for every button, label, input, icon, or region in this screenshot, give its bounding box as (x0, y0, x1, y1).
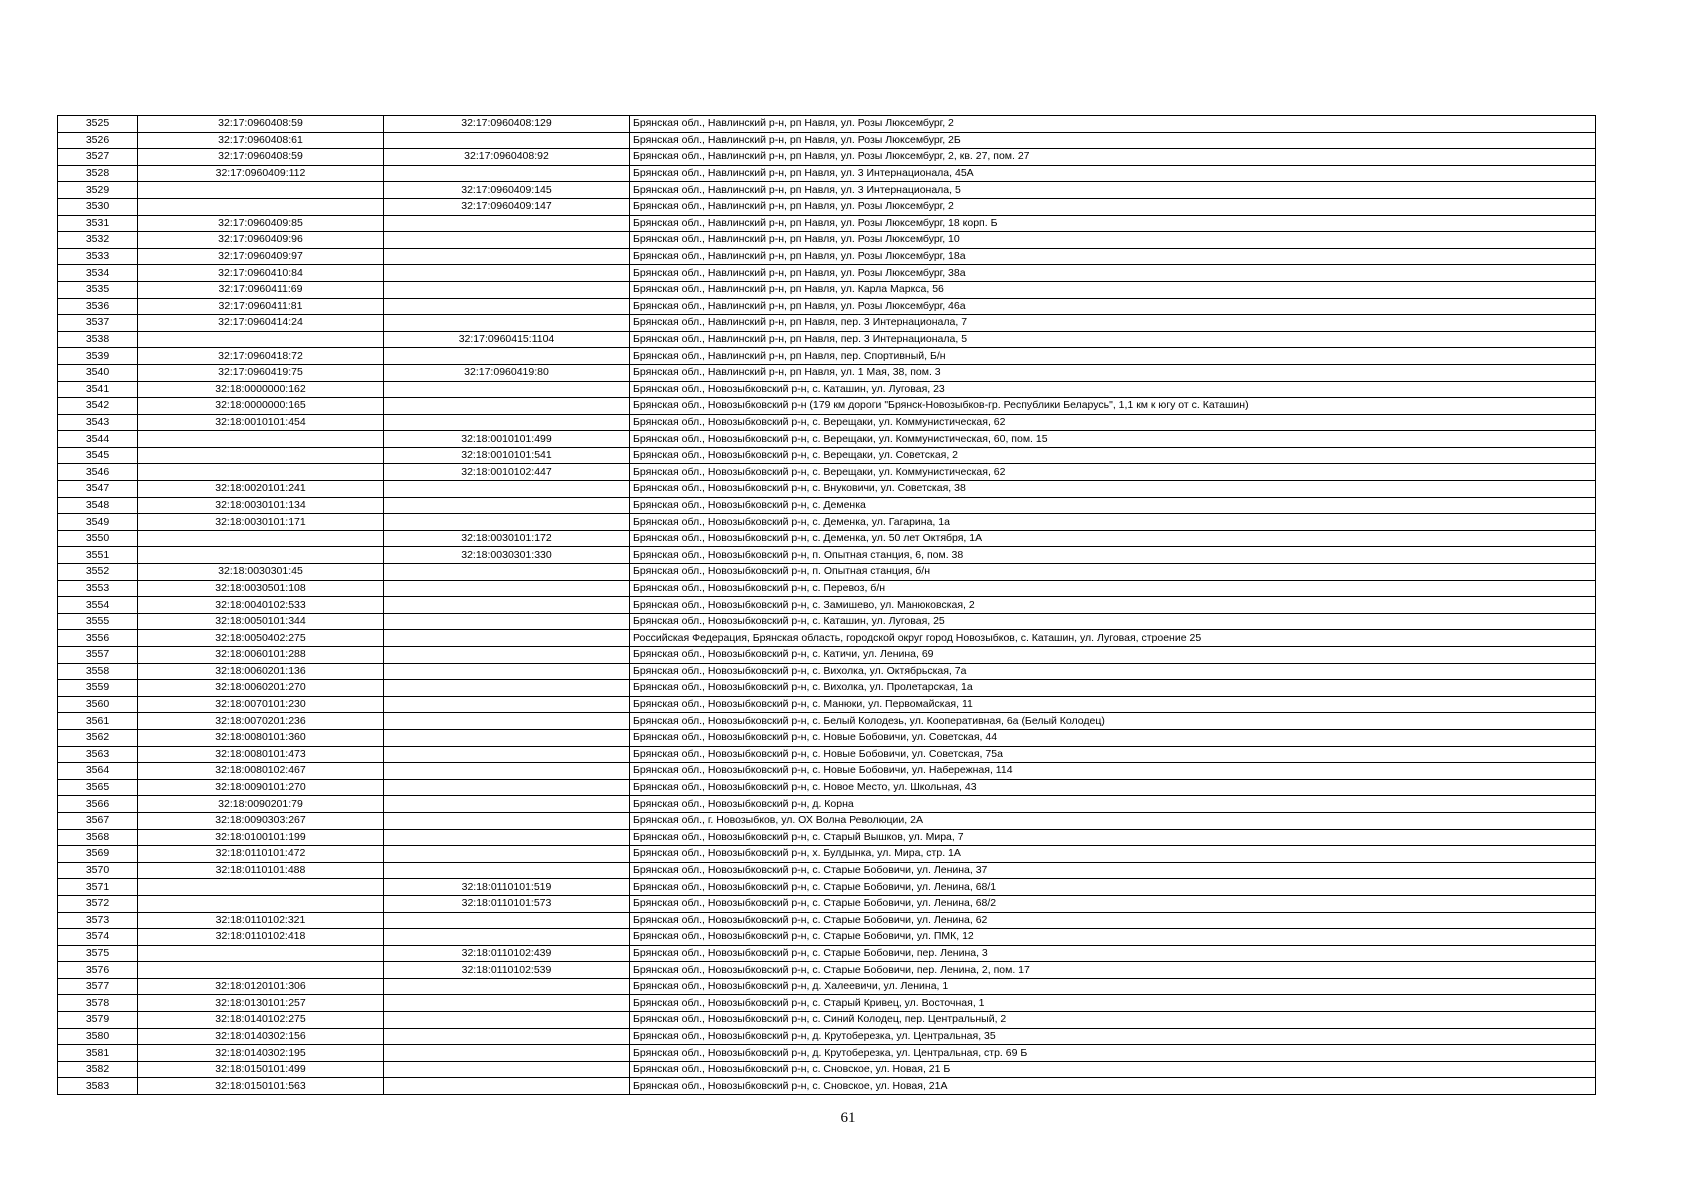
cadastral-number-2-cell: 32:17:0960409:145 (384, 182, 630, 199)
address-cell: Брянская обл., Новозыбковский р-н, с. Верещаки, ул. Советская, 2 (630, 447, 1596, 464)
address-cell: Брянская обл., Новозыбковский р-н, х. Булдынка, ул. Мира, стр. 1А (630, 846, 1596, 863)
cadastral-number-1-cell: 32:18:0080101:360 (138, 729, 384, 746)
cadastral-number-1-cell: 32:18:0060101:288 (138, 647, 384, 664)
row-number-cell: 3573 (58, 912, 138, 929)
address-cell: Брянская обл., г. Новозыбков, ул. ОХ Волна Революции, 2А (630, 812, 1596, 829)
address-cell: Брянская обл., Новозыбковский р-н, с. Новые Бобовичи, ул. Советская, 44 (630, 729, 1596, 746)
address-cell: Брянская обл., Новозыбковский р-н, с. Внуковичи, ул. Советская, 38 (630, 481, 1596, 498)
table-row (58, 215, 1596, 232)
table-row (58, 746, 1596, 763)
table-row (58, 647, 1596, 664)
row-number-cell: 3538 (58, 331, 138, 348)
cadastral-number-1-cell: 32:18:0140302:156 (138, 1028, 384, 1045)
row-number-cell: 3552 (58, 564, 138, 581)
address-cell: Брянская обл., Навлинский р-н, рп Навля, ул. 3 Интернационала, 45А (630, 165, 1596, 182)
table-row (58, 929, 1596, 946)
row-number-cell: 3539 (58, 348, 138, 365)
cadastral-number-1-cell: 32:18:0070101:230 (138, 696, 384, 713)
cadastral-number-2-cell (384, 663, 630, 680)
table-row (58, 630, 1596, 647)
table-row (58, 364, 1596, 381)
cadastral-number-1-cell: 32:18:0070201:236 (138, 713, 384, 730)
address-cell: Брянская обл., Новозыбковский р-н, с. Верещаки, ул. Коммунистическая, 62 (630, 464, 1596, 481)
address-cell: Брянская обл., Новозыбковский р-н, с. Каташин, ул. Луговая, 23 (630, 381, 1596, 398)
table-row (58, 1045, 1596, 1062)
cadastral-number-2-cell (384, 132, 630, 149)
cadastral-number-2-cell (384, 779, 630, 796)
cadastral-number-2-cell (384, 796, 630, 813)
table-row (58, 945, 1596, 962)
row-number-cell: 3540 (58, 364, 138, 381)
address-cell: Брянская обл., Новозыбковский р-н, с. Сновское, ул. Новая, 21 Б (630, 1061, 1596, 1078)
cadastral-number-1-cell: 32:17:0960409:112 (138, 165, 384, 182)
cadastral-number-1-cell: 32:18:0060201:136 (138, 663, 384, 680)
table-row (58, 149, 1596, 166)
row-number-cell: 3569 (58, 846, 138, 863)
cadastral-number-2-cell (384, 281, 630, 298)
address-cell: Брянская обл., Новозыбковский р-н, п. Опытная станция, б/н (630, 564, 1596, 581)
cadastral-number-1-cell: 32:17:0960411:69 (138, 281, 384, 298)
address-cell: Брянская обл., Новозыбковский р-н, п. Опытная станция, 6, пом. 38 (630, 547, 1596, 564)
address-cell: Брянская обл., Навлинский р-н, рп Навля, пер. Спортивный, Б/н (630, 348, 1596, 365)
row-number-cell: 3529 (58, 182, 138, 199)
row-number-cell: 3556 (58, 630, 138, 647)
cadastral-number-1-cell: 32:18:0090101:270 (138, 779, 384, 796)
table-row (58, 680, 1596, 697)
table-row (58, 895, 1596, 912)
row-number-cell: 3536 (58, 298, 138, 315)
address-cell: Брянская обл., Навлинский р-н, рп Навля, ул. Розы Люксембург, 10 (630, 232, 1596, 249)
cadastral-number-2-cell (384, 497, 630, 514)
table-row (58, 1028, 1596, 1045)
address-cell: Брянская обл., Новозыбковский р-н, д. Крутоберезка, ул. Центральная, 35 (630, 1028, 1596, 1045)
cadastral-number-1-cell: 32:18:0030501:108 (138, 580, 384, 597)
cadastral-number-1-cell (138, 962, 384, 979)
cadastral-number-1-cell: 32:17:0960409:85 (138, 215, 384, 232)
table-row (58, 248, 1596, 265)
cadastral-number-1-cell: 32:18:0000000:165 (138, 398, 384, 415)
address-cell: Брянская обл., Навлинский р-н, рп Навля, ул. Розы Люксембург, 18а (630, 248, 1596, 265)
row-number-cell: 3557 (58, 647, 138, 664)
address-cell: Брянская обл., Новозыбковский р-н, с. Старые Бобовичи, ул. Ленина, 62 (630, 912, 1596, 929)
address-cell: Брянская обл., Навлинский р-н, рп Навля, ул. Карла Маркса, 56 (630, 281, 1596, 298)
cadastral-number-2-cell (384, 315, 630, 332)
table-row (58, 1061, 1596, 1078)
row-number-cell: 3582 (58, 1061, 138, 1078)
cadastral-number-1-cell: 32:17:0960411:81 (138, 298, 384, 315)
cadastral-number-2-cell (384, 729, 630, 746)
cadastral-number-1-cell: 32:18:0140102:275 (138, 1012, 384, 1029)
cadastral-number-2-cell: 32:17:0960415:1104 (384, 331, 630, 348)
table-row (58, 431, 1596, 448)
table-row (58, 962, 1596, 979)
cadastral-number-1-cell: 32:17:0960410:84 (138, 265, 384, 282)
table-row (58, 862, 1596, 879)
cadastral-number-1-cell: 32:17:0960408:59 (138, 149, 384, 166)
cadastral-number-2-cell (384, 846, 630, 863)
table-row (58, 381, 1596, 398)
row-number-cell: 3532 (58, 232, 138, 249)
address-cell: Брянская обл., Новозыбковский р-н, с. Перевоз, б/н (630, 580, 1596, 597)
address-cell: Брянская обл., Навлинский р-н, рп Навля, ул. Розы Люксембург, 2, кв. 27, пом. 27 (630, 149, 1596, 166)
cadastral-number-1-cell: 32:18:0110102:418 (138, 929, 384, 946)
cadastral-number-2-cell (384, 232, 630, 249)
cadastral-number-1-cell (138, 547, 384, 564)
table-row (58, 497, 1596, 514)
table-row (58, 165, 1596, 182)
table-row (58, 315, 1596, 332)
cadastral-number-1-cell (138, 895, 384, 912)
address-cell: Российская Федерация, Брянская область, городской округ город Новозыбков, с. Каташин, ул. Луговая, строение 25 (630, 630, 1596, 647)
table-row (58, 232, 1596, 249)
row-number-cell: 3548 (58, 497, 138, 514)
row-number-cell: 3577 (58, 978, 138, 995)
table-row (58, 116, 1596, 133)
address-cell: Брянская обл., Новозыбковский р-н, с. Манюки, ул. Первомайская, 11 (630, 696, 1596, 713)
row-number-cell: 3575 (58, 945, 138, 962)
row-number-cell: 3560 (58, 696, 138, 713)
cadastral-number-2-cell: 32:17:0960408:129 (384, 116, 630, 133)
cadastral-number-1-cell (138, 464, 384, 481)
table-row (58, 912, 1596, 929)
address-cell: Брянская обл., Навлинский р-н, рп Навля, ул. Розы Люксембург, 38а (630, 265, 1596, 282)
address-cell: Брянская обл., Новозыбковский р-н, с. Новые Бобовичи, ул. Советская, 75а (630, 746, 1596, 763)
cadastral-number-1-cell: 32:17:0960408:59 (138, 116, 384, 133)
address-cell: Брянская обл., Новозыбковский р-н, с. Замишево, ул. Манюковская, 2 (630, 597, 1596, 614)
cadastral-number-1-cell: 32:18:0030101:134 (138, 497, 384, 514)
table-row (58, 663, 1596, 680)
table-row (58, 696, 1596, 713)
row-number-cell: 3581 (58, 1045, 138, 1062)
row-number-cell: 3546 (58, 464, 138, 481)
cadastral-number-1-cell (138, 182, 384, 199)
address-cell: Брянская обл., Новозыбковский р-н, с. Сновское, ул. Новая, 21А (630, 1078, 1596, 1095)
address-cell: Брянская обл., Новозыбковский р-н, с. Старые Бобовичи, пер. Ленина, 2, пом. 17 (630, 962, 1596, 979)
cadastral-number-1-cell: 32:18:0130101:257 (138, 995, 384, 1012)
cadastral-number-1-cell: 32:18:0000000:162 (138, 381, 384, 398)
cadastral-number-2-cell (384, 862, 630, 879)
cadastral-number-1-cell: 32:18:0080101:473 (138, 746, 384, 763)
row-number-cell: 3551 (58, 547, 138, 564)
cadastral-number-1-cell: 32:18:0120101:306 (138, 978, 384, 995)
address-cell: Брянская обл., Новозыбковский р-н, с. Старые Бобовичи, ул. Ленина, 68/1 (630, 879, 1596, 896)
row-number-cell: 3555 (58, 613, 138, 630)
row-number-cell: 3550 (58, 530, 138, 547)
row-number-cell: 3561 (58, 713, 138, 730)
cadastral-number-1-cell: 32:18:0080102:467 (138, 763, 384, 780)
table-row (58, 514, 1596, 531)
cadastral-number-2-cell (384, 215, 630, 232)
cadastral-number-2-cell (384, 829, 630, 846)
cadastral-number-2-cell: 32:18:0110101:519 (384, 879, 630, 896)
cadastral-number-2-cell (384, 165, 630, 182)
table-row (58, 298, 1596, 315)
cadastral-number-1-cell: 32:17:0960408:61 (138, 132, 384, 149)
cadastral-number-2-cell: 32:17:0960409:147 (384, 198, 630, 215)
cadastral-number-2-cell (384, 481, 630, 498)
address-cell: Брянская обл., Новозыбковский р-н, с. Деменка, ул. 50 лет Октября, 1А (630, 530, 1596, 547)
table-row (58, 597, 1596, 614)
row-number-cell: 3531 (58, 215, 138, 232)
address-cell: Брянская обл., Новозыбковский р-н, с. Вихолка, ул. Пролетарская, 1а (630, 680, 1596, 697)
address-cell: Брянская обл., Навлинский р-н, рп Навля, ул. 3 Интернационала, 5 (630, 182, 1596, 199)
address-cell: Брянская обл., Навлинский р-н, рп Навля, пер. 3 Интернационала, 7 (630, 315, 1596, 332)
cadastral-number-2-cell (384, 1061, 630, 1078)
cadastral-number-1-cell: 32:18:0090201:79 (138, 796, 384, 813)
cadastral-number-2-cell (384, 929, 630, 946)
cadastral-number-2-cell: 32:17:0960408:92 (384, 149, 630, 166)
address-cell: Брянская обл., Новозыбковский р-н, с. Старые Бобовичи, ул. Ленина, 68/2 (630, 895, 1596, 912)
address-cell: Брянская обл., Навлинский р-н, рп Навля, ул. Розы Люксембург, 2 (630, 198, 1596, 215)
table-row (58, 613, 1596, 630)
cadastral-number-2-cell (384, 298, 630, 315)
row-number-cell: 3562 (58, 729, 138, 746)
address-cell: Брянская обл., Новозыбковский р-н, с. Катичи, ул. Ленина, 69 (630, 647, 1596, 664)
cadastral-number-1-cell: 32:18:0110101:472 (138, 846, 384, 863)
address-cell: Брянская обл., Навлинский р-н, рп Навля, ул. Розы Люксембург, 2Б (630, 132, 1596, 149)
row-number-cell: 3549 (58, 514, 138, 531)
row-number-cell: 3567 (58, 812, 138, 829)
table-row (58, 398, 1596, 415)
cadastral-number-1-cell: 32:17:0960409:96 (138, 232, 384, 249)
cadastral-number-2-cell (384, 812, 630, 829)
address-cell: Брянская обл., Новозыбковский р-н, с. Деменка (630, 497, 1596, 514)
row-number-cell: 3534 (58, 265, 138, 282)
row-number-cell: 3574 (58, 929, 138, 946)
address-cell: Брянская обл., Новозыбковский р-н, с. Верещаки, ул. Коммунистическая, 60, пом. 15 (630, 431, 1596, 448)
row-number-cell: 3543 (58, 414, 138, 431)
cadastral-number-2-cell (384, 1028, 630, 1045)
table-row (58, 348, 1596, 365)
cadastral-number-1-cell (138, 945, 384, 962)
table-row (58, 547, 1596, 564)
address-cell: Брянская обл., Навлинский р-н, рп Навля, пер. 3 Интернационала, 5 (630, 331, 1596, 348)
cadastral-number-1-cell: 32:18:0060201:270 (138, 680, 384, 697)
address-cell: Брянская обл., Новозыбковский р-н, д. Крутоберезка, ул. Центральная, стр. 69 Б (630, 1045, 1596, 1062)
table-row (58, 481, 1596, 498)
cadastral-number-2-cell (384, 398, 630, 415)
cadastral-number-2-cell (384, 912, 630, 929)
cadastral-number-1-cell: 32:18:0090303:267 (138, 812, 384, 829)
row-number-cell: 3564 (58, 763, 138, 780)
cadastral-number-2-cell (384, 613, 630, 630)
row-number-cell: 3537 (58, 315, 138, 332)
row-number-cell: 3528 (58, 165, 138, 182)
address-cell: Брянская обл., Новозыбковский р-н, с. Старый Вышков, ул. Мира, 7 (630, 829, 1596, 846)
cadastral-number-2-cell (384, 514, 630, 531)
cadastral-number-2-cell: 32:17:0960419:80 (384, 364, 630, 381)
cadastral-number-2-cell (384, 381, 630, 398)
cadastral-number-2-cell (384, 696, 630, 713)
address-cell: Брянская обл., Новозыбковский р-н, с. Синий Колодец, пер. Центральный, 2 (630, 1012, 1596, 1029)
cadastral-number-1-cell (138, 447, 384, 464)
row-number-cell: 3530 (58, 198, 138, 215)
cadastral-number-2-cell: 32:18:0110101:573 (384, 895, 630, 912)
cadastral-number-2-cell (384, 995, 630, 1012)
row-number-cell: 3570 (58, 862, 138, 879)
cadastral-number-2-cell: 32:18:0010101:541 (384, 447, 630, 464)
address-cell: Брянская обл., Навлинский р-н, рп Навля, ул. 1 Мая, 38, пом. 3 (630, 364, 1596, 381)
table-row (58, 812, 1596, 829)
page-number: 61 (840, 1110, 856, 1126)
cadastral-number-2-cell (384, 978, 630, 995)
cadastral-number-1-cell: 32:18:0050402:275 (138, 630, 384, 647)
row-number-cell: 3525 (58, 116, 138, 133)
registry-table-body (58, 116, 1596, 1095)
cadastral-number-2-cell (384, 248, 630, 265)
row-number-cell: 3541 (58, 381, 138, 398)
row-number-cell: 3526 (58, 132, 138, 149)
row-number-cell: 3545 (58, 447, 138, 464)
cadastral-number-2-cell (384, 763, 630, 780)
address-cell: Брянская обл., Новозыбковский р-н (179 км дороги "Брянск-Новозыбков-гр. Республики Беларусь", 1,1 км к югу от с. Каташин) (630, 398, 1596, 415)
table-row (58, 530, 1596, 547)
address-cell: Брянская обл., Навлинский р-н, рп Навля, ул. Розы Люксембург, 18 корп. Б (630, 215, 1596, 232)
row-number-cell: 3527 (58, 149, 138, 166)
table-row (58, 978, 1596, 995)
cadastral-number-2-cell (384, 713, 630, 730)
cadastral-number-1-cell: 32:18:0110102:321 (138, 912, 384, 929)
cadastral-number-1-cell: 32:18:0040102:533 (138, 597, 384, 614)
row-number-cell: 3579 (58, 1012, 138, 1029)
cadastral-number-2-cell (384, 746, 630, 763)
row-number-cell: 3565 (58, 779, 138, 796)
cadastral-number-2-cell: 32:18:0110102:439 (384, 945, 630, 962)
cadastral-number-1-cell: 32:18:0020101:241 (138, 481, 384, 498)
address-cell: Брянская обл., Новозыбковский р-н, д. Халеевичи, ул. Ленина, 1 (630, 978, 1596, 995)
table-row (58, 846, 1596, 863)
row-number-cell: 3583 (58, 1078, 138, 1095)
table-row (58, 331, 1596, 348)
cadastral-number-1-cell: 32:17:0960409:97 (138, 248, 384, 265)
cadastral-number-1-cell (138, 198, 384, 215)
row-number-cell: 3558 (58, 663, 138, 680)
table-row (58, 729, 1596, 746)
table-row (58, 829, 1596, 846)
address-cell: Брянская обл., Новозыбковский р-н, с. Каташин, ул. Луговая, 25 (630, 613, 1596, 630)
address-cell: Брянская обл., Новозыбковский р-н, с. Старые Бобовичи, ул. ПМК, 12 (630, 929, 1596, 946)
cadastral-number-2-cell (384, 680, 630, 697)
cadastral-number-1-cell: 32:17:0960418:72 (138, 348, 384, 365)
address-cell: Брянская обл., Новозыбковский р-н, с. Старый Кривец, ул. Восточная, 1 (630, 995, 1596, 1012)
table-row (58, 713, 1596, 730)
cadastral-number-2-cell (384, 580, 630, 597)
address-cell: Брянская обл., Новозыбковский р-н, с. Новые Бобовичи, ул. Набережная, 114 (630, 763, 1596, 780)
table-row (58, 414, 1596, 431)
table-row (58, 447, 1596, 464)
row-number-cell: 3563 (58, 746, 138, 763)
row-number-cell: 3571 (58, 879, 138, 896)
cadastral-number-1-cell: 32:18:0110101:488 (138, 862, 384, 879)
cadastral-number-1-cell: 32:18:0030301:45 (138, 564, 384, 581)
cadastral-number-1-cell: 32:18:0030101:171 (138, 514, 384, 531)
cadastral-number-2-cell: 32:18:0010101:499 (384, 431, 630, 448)
cadastral-number-2-cell (384, 414, 630, 431)
table-row (58, 464, 1596, 481)
table-row (58, 1012, 1596, 1029)
table-row (58, 132, 1596, 149)
row-number-cell: 3535 (58, 281, 138, 298)
table-row (58, 763, 1596, 780)
table-row (58, 281, 1596, 298)
cadastral-number-2-cell (384, 1012, 630, 1029)
cadastral-number-2-cell (384, 1045, 630, 1062)
cadastral-number-2-cell: 32:18:0030101:172 (384, 530, 630, 547)
row-number-cell: 3568 (58, 829, 138, 846)
cadastral-number-1-cell: 32:17:0960419:75 (138, 364, 384, 381)
cadastral-number-2-cell: 32:18:0010102:447 (384, 464, 630, 481)
cadastral-number-2-cell (384, 597, 630, 614)
cadastral-number-1-cell (138, 879, 384, 896)
row-number-cell: 3578 (58, 995, 138, 1012)
address-cell: Брянская обл., Новозыбковский р-н, с. Белый Колодезь, ул. Кооперативная, 6а (Белый Колодец) (630, 713, 1596, 730)
row-number-cell: 3572 (58, 895, 138, 912)
registry-table (57, 115, 1596, 1095)
cadastral-number-1-cell (138, 331, 384, 348)
table-row (58, 1078, 1596, 1095)
row-number-cell: 3553 (58, 580, 138, 597)
address-cell: Брянская обл., Навлинский р-н, рп Навля, ул. Розы Люксембург, 46а (630, 298, 1596, 315)
cadastral-number-1-cell: 32:18:0050101:344 (138, 613, 384, 630)
table-row (58, 879, 1596, 896)
row-number-cell: 3542 (58, 398, 138, 415)
cadastral-number-2-cell (384, 265, 630, 282)
address-cell: Брянская обл., Новозыбковский р-н, с. Деменка, ул. Гагарина, 1а (630, 514, 1596, 531)
row-number-cell: 3566 (58, 796, 138, 813)
cadastral-number-1-cell (138, 431, 384, 448)
cadastral-number-2-cell: 32:18:0030301:330 (384, 547, 630, 564)
cadastral-number-2-cell (384, 564, 630, 581)
address-cell: Брянская обл., Навлинский р-н, рп Навля, ул. Розы Люксембург, 2 (630, 116, 1596, 133)
table-row (58, 796, 1596, 813)
address-cell: Брянская обл., Новозыбковский р-н, с. Верещаки, ул. Коммунистическая, 62 (630, 414, 1596, 431)
row-number-cell: 3559 (58, 680, 138, 697)
row-number-cell: 3580 (58, 1028, 138, 1045)
cadastral-number-1-cell: 32:18:0140302:195 (138, 1045, 384, 1062)
table-row (58, 198, 1596, 215)
address-cell: Брянская обл., Новозыбковский р-н, с. Вихолка, ул. Октябрьская, 7а (630, 663, 1596, 680)
address-cell: Брянская обл., Новозыбковский р-н, с. Новое Место, ул. Школьная, 43 (630, 779, 1596, 796)
cadastral-number-1-cell: 32:18:0150101:563 (138, 1078, 384, 1095)
table-row (58, 779, 1596, 796)
cadastral-number-2-cell (384, 1078, 630, 1095)
cadastral-number-1-cell (138, 530, 384, 547)
row-number-cell: 3533 (58, 248, 138, 265)
table-row (58, 580, 1596, 597)
table-row (58, 995, 1596, 1012)
row-number-cell: 3576 (58, 962, 138, 979)
address-cell: Брянская обл., Новозыбковский р-н, с. Старые Бобовичи, ул. Ленина, 37 (630, 862, 1596, 879)
address-cell: Брянская обл., Новозыбковский р-н, д. Корна (630, 796, 1596, 813)
address-cell: Брянская обл., Новозыбковский р-н, с. Старые Бобовичи, пер. Ленина, 3 (630, 945, 1596, 962)
cadastral-number-2-cell (384, 630, 630, 647)
row-number-cell: 3544 (58, 431, 138, 448)
row-number-cell: 3554 (58, 597, 138, 614)
cadastral-number-1-cell: 32:17:0960414:24 (138, 315, 384, 332)
row-number-cell: 3547 (58, 481, 138, 498)
cadastral-number-1-cell: 32:18:0100101:199 (138, 829, 384, 846)
table-row (58, 182, 1596, 199)
table-row (58, 564, 1596, 581)
cadastral-number-2-cell (384, 348, 630, 365)
cadastral-number-1-cell: 32:18:0150101:499 (138, 1061, 384, 1078)
cadastral-number-2-cell: 32:18:0110102:539 (384, 962, 630, 979)
cadastral-number-2-cell (384, 647, 630, 664)
table-row (58, 265, 1596, 282)
cadastral-number-1-cell: 32:18:0010101:454 (138, 414, 384, 431)
